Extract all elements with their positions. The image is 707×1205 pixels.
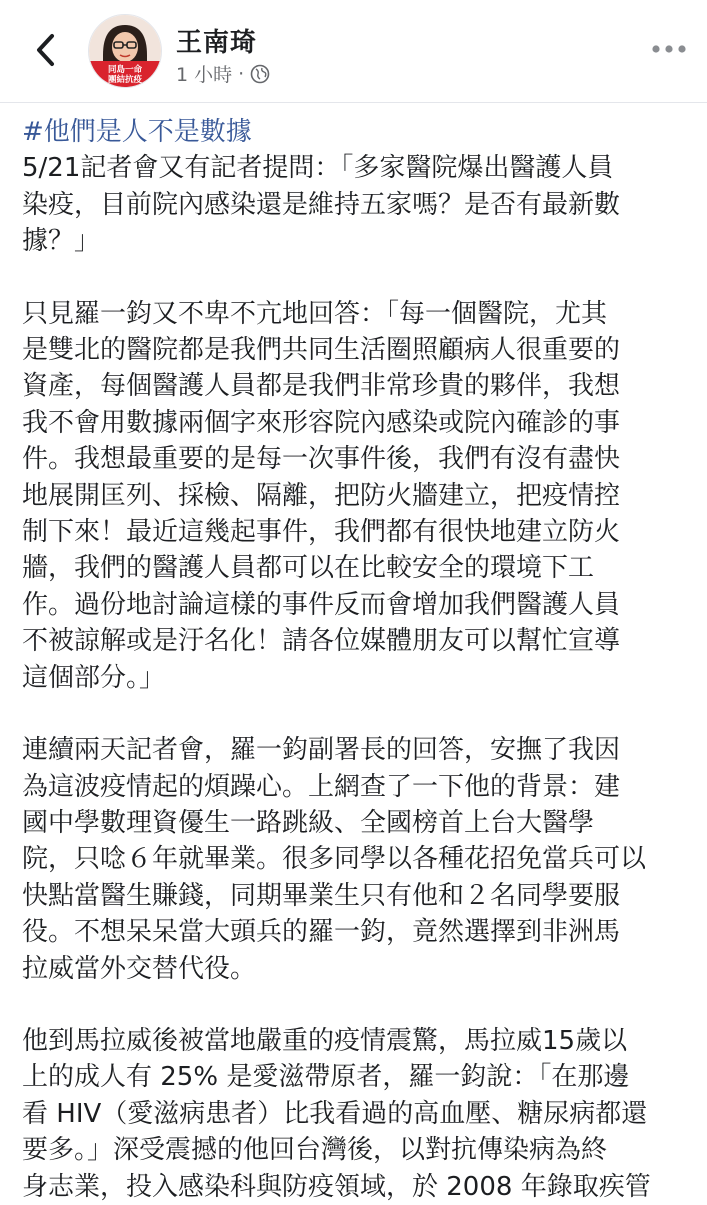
post-paragraph-3: 連續兩天記者會，羅一鈞副署長的回答，安撫了我因 為這波疫情起的煩躁心。上網查了一下他的背景：建 國中學數理資優生一路跳級、全國榜首上台大醫學 院，只唸６年就畢業。很多同學以各種花招免當兵可以 快點當醫生賺錢，同期畢業生只有他和２名同學要服 役。不想呆呆當大頭兵的羅一鈞，竟然選擇到非洲馬 拉威當外交替代役。 xyxy=(22,735,647,984)
more-options-button[interactable] xyxy=(649,38,689,60)
chevron-left-icon xyxy=(34,33,56,67)
back-button[interactable] xyxy=(28,28,62,72)
avatar-caption-line1: 同島一命 xyxy=(107,65,143,75)
paragraph-spacer xyxy=(22,696,690,732)
header-divider xyxy=(0,102,707,103)
post-paragraph-4: 他到馬拉威後被當地嚴重的疫情震驚，馬拉威15歲以 上的成人有 25% 是愛滋帶原者，羅一鈞說：「在那邊 看 HIV（愛滋病患者）比我看過的高血壓、糖尿病都還 要多。」深受震撼的他回台灣後，以對抗傳染病為終 身志業，投入感染科與防疫領域，於 2008 年錄取疾管 xyxy=(22,1025,651,1202)
more-dots-icon xyxy=(651,44,687,54)
paragraph-spacer xyxy=(22,987,690,1023)
avatar[interactable] xyxy=(88,14,162,88)
author-name[interactable]: 王南琦 xyxy=(176,28,258,58)
hashtag-link[interactable]: #他們是人不是數據 xyxy=(22,117,252,147)
post-body xyxy=(22,114,690,1205)
avatar-caption-line2: 團結抗疫 xyxy=(107,75,143,85)
post-timestamp[interactable]: 1 小時 xyxy=(176,64,233,86)
post-paragraph-2: 只見羅一鈞又不卑不亢地回答：「每一個醫院，尤其 是雙北的醫院都是我們共同生活圈照顧病人很重要的 資產，每個醫護人員都是我們非常珍貴的夥伴，我想 我不會用數據兩個字來形容院內感染或院內確診的事 件。我想最重要的是每一次事件後，我們有沒有盡快 地展開匡列、採檢、隔離，把防火牆建立，把疫情控 制下來！最近這幾起事件，我們都有很快地建立防火 牆，我們的醫護人員都可以在比較安全的環境下工 作。過份地討論這樣的事件反而會增加我們醫護人員 不被諒解或是汙名化！請各位媒體朋友可以幫忙宣導 這個部分。」 xyxy=(22,298,621,693)
post-meta xyxy=(176,60,270,87)
globe-icon xyxy=(250,64,270,84)
post-header xyxy=(0,0,707,100)
paragraph-spacer xyxy=(22,260,690,296)
meta-separator: · xyxy=(238,62,245,85)
avatar-image xyxy=(89,15,161,87)
post-paragraph-1: 5/21記者會又有記者提問：「多家醫院爆出醫護人員 染疫，目前院內感染還是維持五家嗎？是否有最新數 據？」 xyxy=(22,153,621,257)
